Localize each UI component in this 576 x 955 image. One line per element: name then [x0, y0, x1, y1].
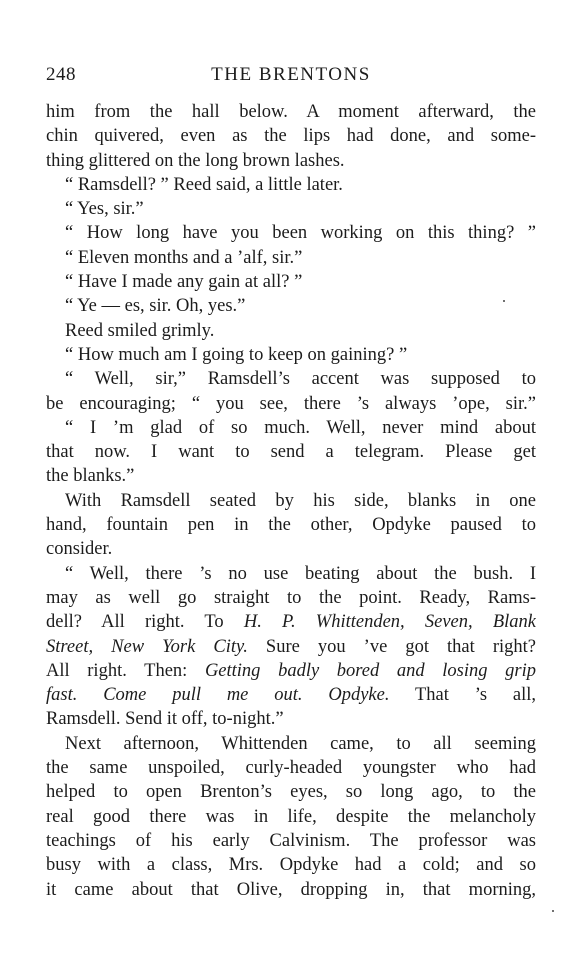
line-text: “ Eleven months and a ’alf, sir.” — [65, 247, 303, 268]
text-line — [46, 367, 536, 391]
text-line — [46, 100, 536, 124]
line-text: busy with a class, Mrs. Opdyke had a cold; and so — [46, 855, 536, 876]
text-line — [46, 197, 536, 221]
text-line — [46, 756, 536, 780]
text-line — [46, 343, 536, 367]
text-line — [46, 586, 536, 610]
text-line — [46, 659, 536, 683]
line-text: real good there was in life, despite the melancholy — [46, 806, 536, 827]
line-italic-text: H. P. Whittenden, Seven, Blank — [243, 612, 536, 633]
line-text: hand, fountain pen in the other, Opdyke paused to — [46, 515, 536, 536]
line-text: thing glittered on the long brown lashes. — [46, 150, 345, 171]
line-text: consider. — [46, 539, 113, 560]
line-text: “ Ramsdell? ” Reed said, a little later. — [65, 174, 343, 195]
line-text: “ How long have you been working on this thing? ” — [65, 223, 536, 244]
text-line — [46, 294, 536, 318]
text-line — [46, 878, 536, 902]
text-line — [46, 780, 536, 804]
text-line — [46, 416, 536, 440]
page-header — [46, 64, 536, 90]
text-line — [46, 707, 536, 731]
line-text: “ I ’m glad of so much. Well, never mind about — [65, 417, 536, 438]
text-line — [46, 319, 536, 343]
line-text: it came about that Olive, dropping in, that morning, — [46, 879, 536, 900]
text-line — [46, 829, 536, 853]
text-line — [46, 392, 536, 416]
line-text: Ramsdell. Send it off, to-night.” — [46, 709, 284, 730]
line-text: be encouraging; “ you see, there ’s always ’ope, sir.” — [46, 393, 536, 414]
text-line — [46, 853, 536, 877]
line-text: All right. Then: — [46, 660, 205, 681]
print-speck — [552, 910, 554, 912]
text-line — [46, 246, 536, 270]
line-text: the blanks.” — [46, 466, 135, 487]
text-line — [46, 805, 536, 829]
text-line — [46, 464, 536, 488]
line-text: dell? All right. To — [46, 612, 244, 633]
line-text: “ Yes, sir.” — [65, 199, 144, 220]
line-text: Sure you ’ve got that right? — [247, 636, 536, 657]
text-line — [46, 173, 536, 197]
text-line — [46, 149, 536, 173]
text-line — [46, 440, 536, 464]
line-text: Reed smiled grimly. — [65, 320, 215, 341]
line-text: “ Have I made any gain at all? ” — [65, 272, 303, 293]
line-text: “ Well, there ’s no use beating about the bush. I — [65, 563, 536, 584]
body-text — [46, 100, 536, 902]
text-line — [46, 124, 536, 148]
line-text: chin quivered, even as the lips had done, and some- — [46, 126, 536, 147]
text-line — [46, 610, 536, 634]
line-text: “ How much am I going to keep on gaining? ” — [65, 344, 408, 365]
text-line — [46, 270, 536, 294]
line-text: With Ramsdell seated by his side, blanks in one — [65, 490, 536, 511]
text-line — [46, 513, 536, 537]
text-line — [46, 537, 536, 561]
line-text: the same unspoiled, curly-headed youngster who had — [46, 758, 536, 779]
running-title: THE BRENTONS — [211, 64, 371, 85]
text-line — [46, 489, 536, 513]
line-text: helped to open Brenton’s eyes, so long ago, to the — [46, 782, 536, 803]
line-text: Next afternoon, Whittenden came, to all seeming — [65, 733, 536, 754]
text-line — [46, 562, 536, 586]
print-speck — [503, 300, 505, 302]
line-text: teachings of his early Calvinism. The professor was — [46, 830, 536, 851]
text-line — [46, 635, 536, 659]
line-text: That ’s all, — [389, 685, 536, 706]
page-number: 248 — [46, 64, 76, 85]
line-italic-text: fast. Come pull me out. Opdyke. — [46, 685, 390, 706]
line-text: “ Ye — es, sir. Oh, yes.” — [65, 296, 246, 317]
line-text: that now. I want to send a telegram. Please get — [46, 442, 536, 463]
text-line — [46, 683, 536, 707]
line-italic-text: Getting badly bored and losing grip — [204, 660, 536, 681]
text-line — [46, 221, 536, 245]
line-text: may as well go straight to the point. Ready, Rams- — [46, 587, 536, 608]
text-line — [46, 732, 536, 756]
line-text: him from the hall below. A moment afterward, the — [46, 102, 536, 122]
line-italic-text: Street, New York City. — [46, 636, 248, 657]
line-text: “ Well, sir,” Ramsdell’s accent was supposed to — [65, 369, 536, 390]
